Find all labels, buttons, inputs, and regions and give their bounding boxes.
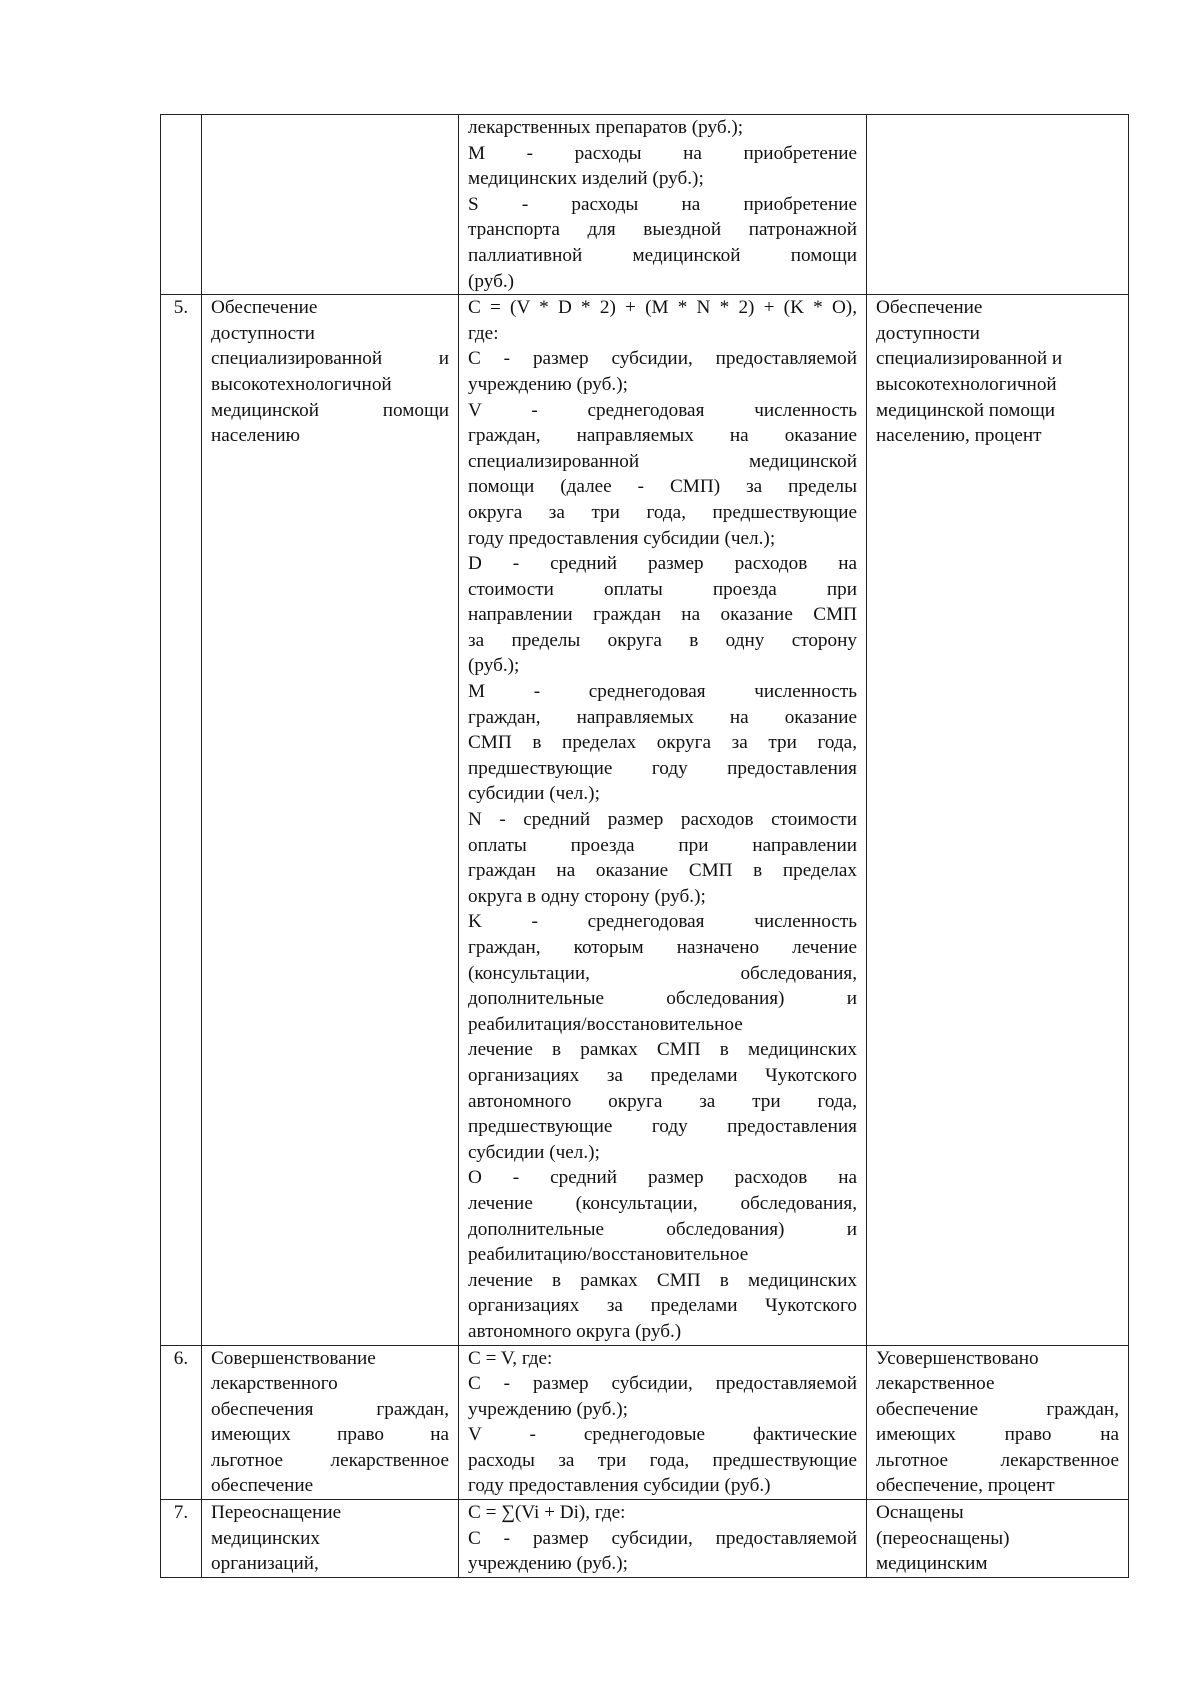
text-line: специализированной и <box>876 348 1063 370</box>
text-line: учреждению (руб.); <box>468 1553 628 1575</box>
text-line: обеспечение <box>211 1475 314 1497</box>
text-line: граждан на оказание СМП в пределах <box>468 860 857 882</box>
text-line: стоимости оплаты проезда при <box>468 578 857 600</box>
text-line: населению, процент <box>876 425 1042 447</box>
text-line: организациях за пределами Чукотского <box>468 1064 857 1086</box>
text-line: медицинским <box>876 1553 988 1575</box>
text-line: специализированной медицинской <box>468 450 857 472</box>
formula-cell <box>459 1500 867 1578</box>
text-line: расходы за три года, предшествующие <box>468 1449 857 1471</box>
text-line: медицинской помощи <box>876 399 1056 421</box>
text-line: K - среднегодовая численность <box>468 911 857 933</box>
text-line: организаций, <box>211 1553 319 1575</box>
text-line: дополнительные обследования) и <box>468 1218 857 1240</box>
text-line: обеспечение, процент <box>876 1475 1055 1497</box>
text-line: высокотехнологичной <box>876 373 1057 395</box>
row-number <box>161 115 202 295</box>
text-line: граждан, которым назначено лечение <box>468 937 857 958</box>
text-line: помощи (далее - СМП) за пределы <box>468 476 857 498</box>
text-line: граждан, направляемых на оказание <box>468 425 857 447</box>
text-line: C = (V * D * 2) + (M * N * 2) + (K * O), <box>468 297 857 319</box>
text-line: C - размер субсидии, предоставляемой <box>468 1527 857 1549</box>
task-name-cell <box>202 115 459 295</box>
text-line: паллиативной медицинской помощи <box>468 244 857 266</box>
text-line: Обеспечение <box>876 297 983 319</box>
text-line: округа в одну сторону (руб.); <box>468 885 706 907</box>
text-line: льготное лекарственное <box>876 1449 1119 1471</box>
text-line: имеющих право на <box>876 1424 1119 1446</box>
text-line: лечение в рамках СМП в медицинских <box>468 1269 857 1291</box>
text-line: субсидии (чел.); <box>468 1141 600 1163</box>
text-line: Оснащены <box>876 1502 964 1524</box>
text-line: субсидии (чел.); <box>468 783 600 805</box>
text-line: (руб.) <box>468 270 515 292</box>
text-line: C - размер субсидии, предоставляемой <box>468 1373 857 1395</box>
text-line: реабилитацию/восстановительное <box>468 1244 749 1266</box>
text-line: автономного округа (руб.) <box>468 1320 682 1342</box>
result-indicator-cell <box>867 1345 1129 1500</box>
text-line: лекарственного <box>211 1373 338 1395</box>
result-indicator-cell <box>867 115 1129 295</box>
text-line: C - размер субсидии, предоставляемой <box>468 348 857 370</box>
result-indicator-cell <box>867 1500 1129 1578</box>
text-line: СМП в пределах округа за три года, <box>468 732 857 754</box>
text-line: лечение (консультации, обследования, <box>468 1192 857 1214</box>
text-line: имеющих право на <box>211 1424 449 1446</box>
text-line: Обеспечение <box>211 297 318 319</box>
table-row <box>161 115 1129 295</box>
text-line: учреждению (руб.); <box>468 1398 628 1420</box>
text-line: округа за три года, предшествующие <box>468 501 857 523</box>
text-line: граждан, направляемых на оказание <box>468 706 857 728</box>
text-line: лекарственных препаратов (руб.); <box>468 117 744 138</box>
text-line: льготное лекарственное <box>211 1449 449 1471</box>
text-line: M - расходы на приобретение <box>468 142 857 164</box>
row-number: 6. <box>161 1345 202 1500</box>
text-line: медицинской помощи <box>211 399 449 421</box>
table-row <box>161 1500 1129 1578</box>
text-line: году предоставления субсидии (чел.); <box>468 527 776 549</box>
text-line: V - среднегодовая численность <box>468 399 857 421</box>
text-line: где: <box>468 322 499 344</box>
task-name-cell <box>202 1500 459 1578</box>
row-number: 7. <box>161 1500 202 1578</box>
text-line: лечение в рамках СМП в медицинских <box>468 1039 857 1061</box>
text-line: оплаты проезда при направлении <box>468 834 857 856</box>
text-line: Совершенствование <box>211 1347 376 1369</box>
text-line: автономного округа за три года, <box>468 1090 857 1112</box>
text-line: учреждению (руб.); <box>468 373 628 395</box>
row-number: 5. <box>161 295 202 1345</box>
text-line: (консультации, обследования, <box>468 962 857 984</box>
text-line: году предоставления субсидии (руб.) <box>468 1475 771 1497</box>
text-line: населению <box>211 425 301 447</box>
text-line: лекарственное <box>876 1373 995 1395</box>
text-line: (руб.); <box>468 655 520 677</box>
text-line: медицинских <box>211 1527 320 1549</box>
table-row <box>161 1345 1129 1500</box>
text-line: (переоснащены) <box>876 1527 1010 1549</box>
text-line: высокотехнологичной <box>211 373 392 395</box>
text-line: направлении граждан на оказание СМП <box>468 604 857 626</box>
text-line: за пределы округа в одну сторону <box>468 629 857 651</box>
task-name-cell <box>202 295 459 1345</box>
text-line: O - средний размер расходов на <box>468 1167 857 1189</box>
text-line: доступности <box>876 322 980 344</box>
text-line: S - расходы на приобретение <box>468 193 857 215</box>
text-line: C = V, где: <box>468 1347 553 1369</box>
formula-cell <box>459 295 867 1345</box>
text-line: Переоснащение <box>211 1502 342 1524</box>
text-line: обеспечение граждан, <box>876 1398 1119 1420</box>
formula-cell <box>459 1345 867 1500</box>
text-line: специализированной и <box>211 348 449 370</box>
table-row <box>161 295 1129 1345</box>
text-line: M - среднегодовая численность <box>468 681 857 703</box>
table-body <box>161 115 1129 1578</box>
formula-cell <box>459 115 867 295</box>
text-line: реабилитация/восстановительное <box>468 1013 743 1035</box>
text-line: предшествующие году предоставления <box>468 1116 857 1138</box>
text-line: D - средний размер расходов на <box>468 553 857 575</box>
text-line: организациях за пределами Чукотского <box>468 1295 857 1317</box>
subsidy-table <box>160 114 1129 1578</box>
text-line: медицинских изделий (руб.); <box>468 168 704 190</box>
text-line: C = ∑(Vi + Di), где: <box>468 1502 626 1524</box>
result-indicator-cell <box>867 295 1129 1345</box>
text-line: Усовершенствовано <box>876 1347 1039 1369</box>
text-line: обеспечения граждан, <box>211 1398 449 1420</box>
text-line: N - средний размер расходов стоимости <box>468 809 857 831</box>
text-line: транспорта для выездной патронажной <box>468 219 857 241</box>
text-line: V - среднегодовые фактические <box>468 1424 857 1446</box>
text-line: доступности <box>211 322 315 344</box>
task-name-cell <box>202 1345 459 1500</box>
text-line: дополнительные обследования) и <box>468 988 857 1010</box>
text-line: предшествующие году предоставления <box>468 757 857 779</box>
